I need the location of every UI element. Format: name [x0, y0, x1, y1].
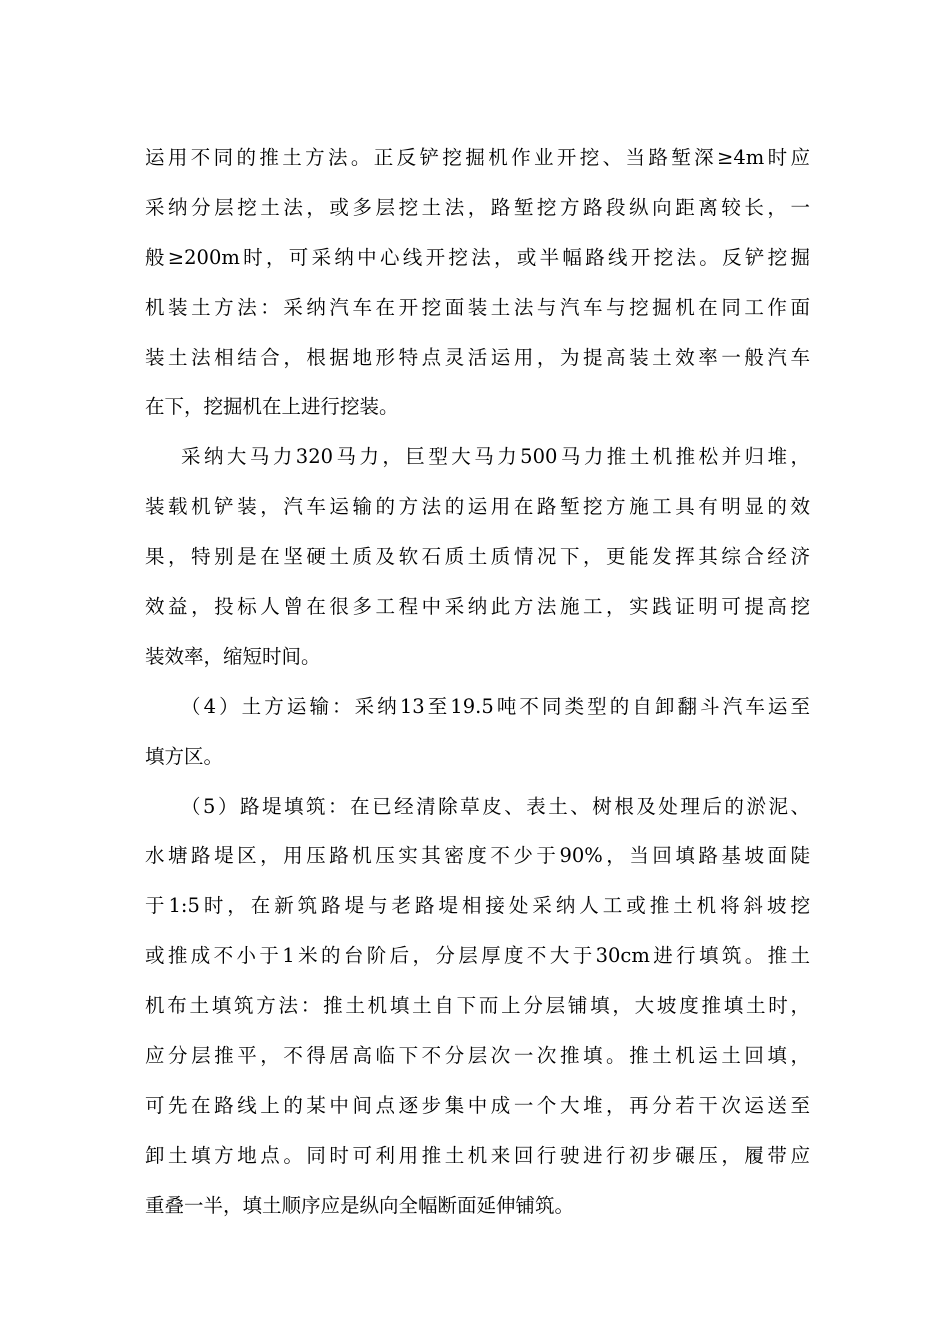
paragraph-embankment-filling [145, 782, 810, 1231]
text-line: 重叠一半，填土顺序应是纵向全幅断面延伸铺筑。 [145, 1193, 575, 1217]
paragraph-bulldozer-method [145, 432, 810, 681]
text-line: （4）土方运输：采纳13至19.5吨不同类型的自卸翻斗汽车运至 [181, 694, 810, 718]
text-line: 于1:5时，在新筑路堤与老路堤相接处采纳人工或推土机将斜坡挖 [145, 894, 810, 918]
text-line: 填方区。 [145, 744, 224, 768]
text-line: 运用不同的推土方法。正反铲挖掘机作业开挖、当路堑深≥4m时应 [145, 146, 810, 169]
text-line: 可先在路线上的某中间点逐步集中成一个大堆，再分若干次运送至 [145, 1093, 810, 1117]
text-line: 或推成不小于1米的台阶后，分层厚度不大于30cm进行填筑。推土 [145, 944, 810, 968]
paragraph-excavation-methods [145, 133, 810, 432]
text-line: 效益，投标人曾在很多工程中采纳此方法施工，实践证明可提高挖 [145, 595, 810, 619]
text-line: 机装土方法：采纳汽车在开挖面装土法与汽车与挖掘机在同工作面 [145, 295, 810, 319]
text-line: 水塘路堤区，用压路机压实其密度不少于90%，当回填路基坡面陡 [145, 844, 810, 868]
text-line: 装土法相结合，根据地形特点灵活运用，为提高装土效率一般汽车 [145, 345, 810, 369]
text-line: 果，特别是在坚硬土质及软石质土质情况下，更能发挥其综合经济 [145, 545, 810, 569]
text-line: 装载机铲装，汽车运输的方法的运用在路堑挖方施工具有明显的效 [145, 495, 810, 519]
text-line: 般≥200m时，可采纳中心线开挖法，或半幅路线开挖法。反铲挖掘 [145, 245, 810, 269]
text-line: 卸土填方地点。同时可利用推土机来回行驶进行初步碾压，履带应 [145, 1143, 810, 1167]
text-line: 在下，挖掘机在上进行挖装。 [145, 395, 399, 419]
paragraph-earth-transport [145, 682, 810, 782]
text-line: 应分层推平，不得居高临下不分层次一次推填。推土机运土回填， [145, 1044, 810, 1068]
document-body [145, 133, 810, 1231]
text-line: 机布土填筑方法：推土机填土自下而上分层铺填，大坡度推填土时， [145, 994, 810, 1018]
text-line: 采纳分层挖土法，或多层挖土法，路堑挖方路段纵向距离较长，一 [145, 195, 810, 219]
text-line: （5）路堤填筑：在已经清除草皮、表土、树根及处理后的淤泥、 [181, 794, 810, 818]
text-line: 采纳大马力320马力，巨型大马力500马力推土机推松并归堆， [181, 445, 810, 469]
text-line: 装效率，缩短时间。 [145, 644, 321, 668]
